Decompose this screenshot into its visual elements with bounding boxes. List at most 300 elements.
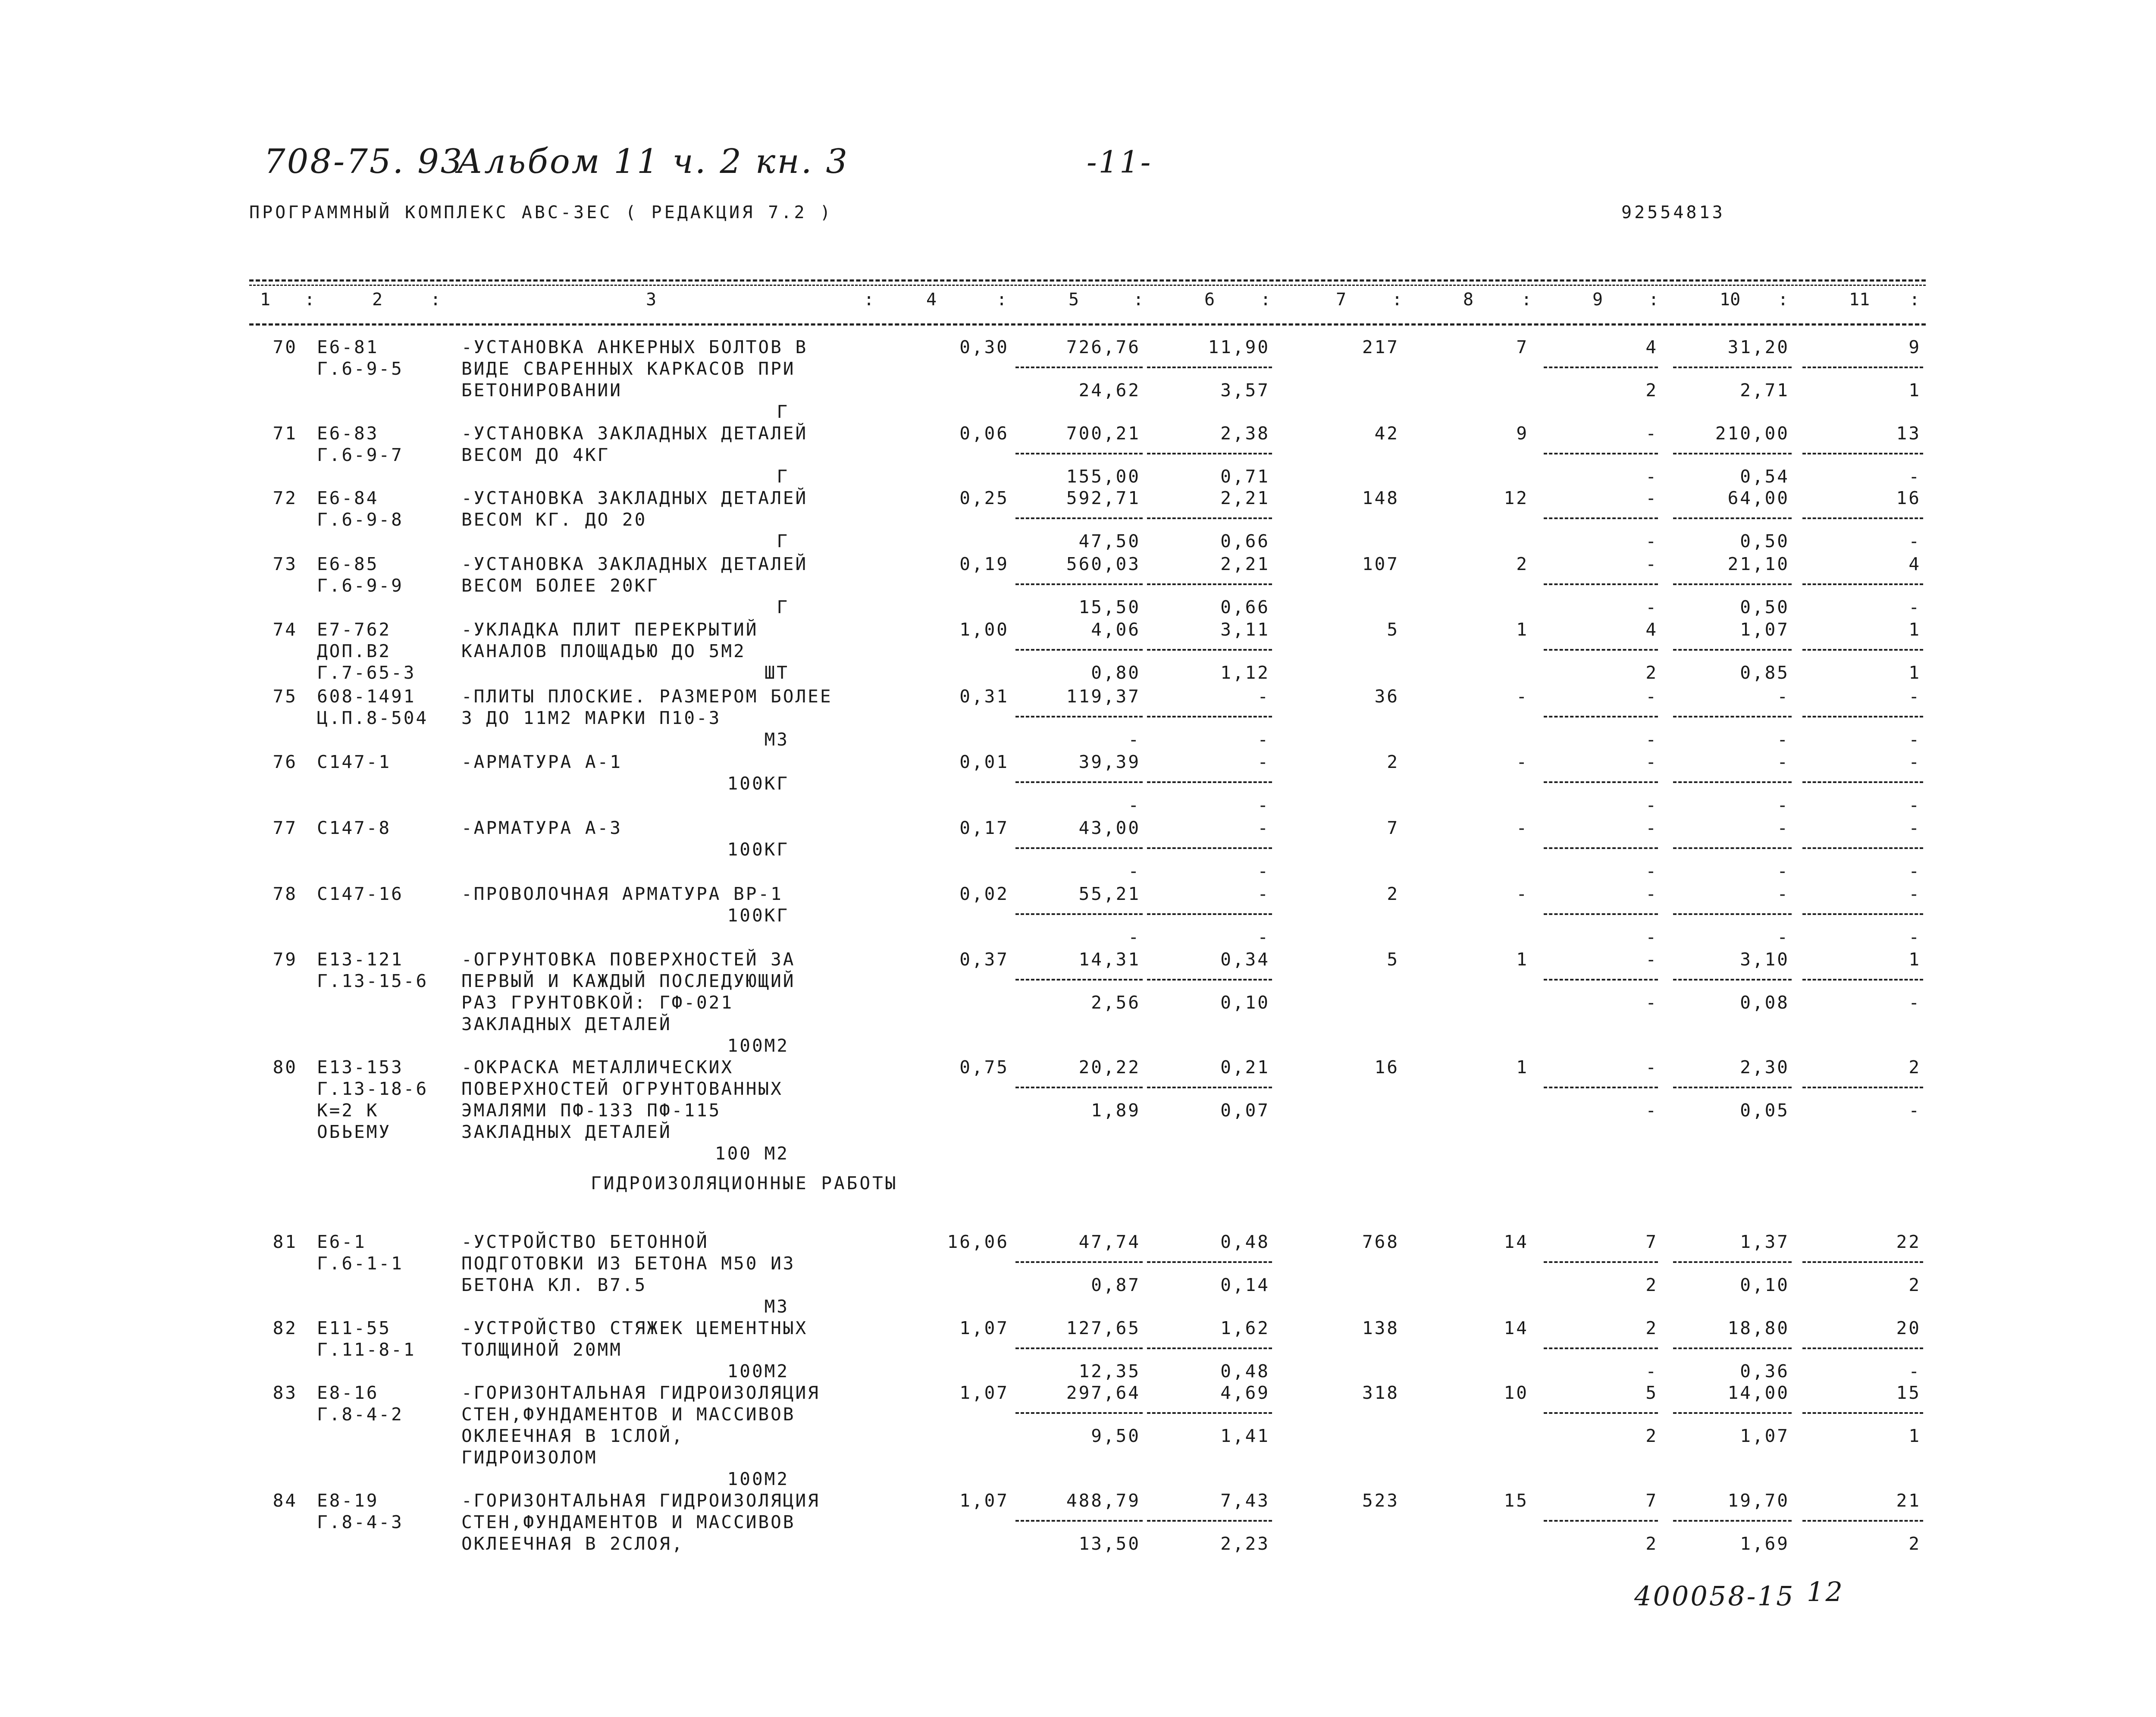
header-rule-sub: [249, 285, 1926, 286]
table-row: [0, 949, 2156, 1056]
col9-sub: -: [1645, 992, 1658, 1013]
unit-of-measure: 100КГ: [727, 905, 789, 926]
col11-value: 16: [1896, 488, 1921, 508]
cell-divider: [1673, 517, 1792, 519]
quantity: 0,06: [959, 423, 1009, 444]
cell-divider: [1673, 367, 1792, 368]
cell-divider: [1673, 1347, 1792, 1349]
col8-value: 2: [1516, 554, 1529, 574]
cell-divider: [1544, 847, 1658, 849]
work-description: ВЕСОМ ДО 4КГ: [461, 445, 610, 465]
cell-divider: [1544, 1261, 1658, 1263]
work-description: КАНАЛОВ ПЛОЩАДЬЮ ДО 5М2: [461, 641, 746, 661]
col5-cost: 297,64: [1066, 1382, 1141, 1403]
col11-value: 9: [1908, 337, 1921, 357]
col11-value: 4: [1908, 554, 1921, 574]
table-row: [0, 751, 2156, 815]
col11-sub: 2: [1908, 1533, 1921, 1554]
col6-cost: -: [1257, 884, 1270, 904]
col5-sub: 24,62: [1078, 380, 1141, 401]
cell-divider: [1544, 1520, 1658, 1522]
col7-value: 148: [1362, 488, 1399, 508]
cell-divider: [1015, 453, 1143, 454]
col11-sub: -: [1908, 927, 1921, 947]
work-description: -УСТАНОВКА ЗАКЛАДНЫХ ДЕТАЛЕЙ: [461, 423, 808, 444]
col10-value: -: [1777, 884, 1789, 904]
col5-sub: 0,87: [1091, 1275, 1141, 1295]
cell-divider: [1015, 1520, 1143, 1522]
work-description: ПОДГОТОВКИ ИЗ БЕТОНА М50 ИЗ: [461, 1253, 796, 1274]
col9-sub: -: [1645, 795, 1658, 815]
col6-sub: 1,41: [1220, 1426, 1270, 1446]
cell-divider: [1802, 1347, 1923, 1349]
cell-divider: [1147, 781, 1272, 783]
resource-code: Е13-121: [317, 949, 404, 970]
cell-divider: [1673, 1520, 1792, 1522]
header-rule-bottom: [249, 323, 1926, 326]
column-number: 1: [260, 290, 271, 310]
col9-sub: -: [1645, 927, 1658, 947]
unit-of-measure: 100 М2: [714, 1143, 789, 1164]
col6-cost: -: [1257, 752, 1270, 772]
work-description: -АРМАТУРА А-3: [461, 818, 622, 838]
cell-divider: [1147, 453, 1272, 454]
column-separator: :: [1909, 290, 1920, 310]
col8-value: 10: [1504, 1382, 1529, 1403]
col6-sub: 0,66: [1220, 597, 1270, 617]
col9-value: -: [1645, 488, 1658, 508]
col11-value: 2: [1908, 1057, 1921, 1078]
column-separator: :: [997, 290, 1007, 310]
col6-sub: 0,71: [1220, 466, 1270, 487]
col8-value: 1: [1516, 949, 1529, 970]
col7-value: 42: [1374, 423, 1399, 444]
cell-divider: [1147, 979, 1272, 981]
cell-divider: [1544, 716, 1658, 718]
resource-code: Г.6-9-9: [317, 575, 404, 596]
col10-value: 64,00: [1727, 488, 1789, 508]
col8-value: 9: [1516, 423, 1529, 444]
unit-of-measure: 100М2: [727, 1035, 789, 1056]
row-number: 79: [273, 949, 298, 970]
resource-code: ДОП.В2: [317, 641, 392, 661]
unit-of-measure: 100КГ: [727, 839, 789, 860]
column-number: 4: [926, 290, 937, 310]
col7-value: 2: [1387, 884, 1399, 904]
table-row: [0, 1490, 2156, 1554]
col5-cost: 488,79: [1066, 1490, 1141, 1511]
col5-cost: 127,65: [1066, 1318, 1141, 1338]
col5-sub: 155,00: [1066, 466, 1141, 487]
cell-divider: [1673, 716, 1792, 718]
column-separator: :: [1133, 290, 1144, 310]
col11-sub: -: [1908, 597, 1921, 617]
col8-value: 15: [1504, 1490, 1529, 1511]
row-number: 70: [273, 337, 298, 357]
cell-divider: [1015, 583, 1143, 585]
cell-divider: [1673, 453, 1792, 454]
col8-value: 14: [1504, 1231, 1529, 1252]
cell-divider: [1802, 517, 1923, 519]
col10-value: 2,30: [1740, 1057, 1789, 1078]
row-number: 76: [273, 752, 298, 772]
resource-code: 608-1491: [317, 686, 416, 707]
col11-sub: -: [1908, 861, 1921, 881]
col7-value: 523: [1362, 1490, 1399, 1511]
cell-divider: [1015, 517, 1143, 519]
table-row: [0, 1231, 2156, 1317]
col10-sub: 0,08: [1740, 992, 1789, 1013]
table-row: [0, 817, 2156, 881]
unit-of-measure: М3: [764, 1296, 789, 1317]
col7-value: 768: [1362, 1231, 1399, 1252]
col9-sub: -: [1645, 861, 1658, 881]
col5-cost: 4,06: [1091, 619, 1141, 640]
resource-code: Е8-16: [317, 1382, 379, 1403]
row-number: 72: [273, 488, 298, 508]
col6-cost: 2,21: [1220, 554, 1270, 574]
col8-value: -: [1516, 752, 1529, 772]
resource-code: Г.6-9-7: [317, 445, 404, 465]
col8-value: -: [1516, 686, 1529, 707]
table-row: [0, 619, 2156, 683]
col9-sub: 2: [1645, 380, 1658, 401]
work-description: -ПРОВОЛОЧНАЯ АРМАТУРА ВР-1: [461, 884, 783, 904]
work-description: ТОЛЩИНОЙ 20ММ: [461, 1339, 622, 1360]
cell-divider: [1147, 1087, 1272, 1088]
work-description: -ПЛИТЫ ПЛОСКИЕ. РАЗМЕРОМ БОЛЕЕ: [461, 686, 833, 707]
column-number: 8: [1463, 290, 1474, 310]
col10-value: 21,10: [1727, 554, 1789, 574]
col10-sub: -: [1777, 927, 1789, 947]
work-description: 3 ДО 11М2 МАРКИ П10-3: [461, 708, 721, 728]
col9-sub: 2: [1645, 1275, 1658, 1295]
col9-sub: -: [1645, 597, 1658, 617]
work-description: ПОВЕРХНОСТЕЙ ОГРУНТОВАННЫХ: [461, 1078, 783, 1099]
header-rule-top: [249, 279, 1926, 282]
col9-value: 7: [1645, 1231, 1658, 1252]
column-separator: :: [1392, 290, 1403, 310]
work-description: -УСТАНОВКА ЗАКЛАДНЫХ ДЕТАЛЕЙ: [461, 488, 808, 508]
cell-divider: [1673, 847, 1792, 849]
cell-divider: [1147, 847, 1272, 849]
cell-divider: [1147, 1412, 1272, 1414]
col7-value: 5: [1387, 619, 1399, 640]
col5-sub: -: [1128, 927, 1141, 947]
work-description: СТЕН,ФУНДАМЕНТОВ И МАССИВОВ: [461, 1404, 796, 1425]
col10-sub: 0,85: [1740, 662, 1789, 683]
column-number: 11: [1849, 290, 1870, 310]
col6-cost: 0,21: [1220, 1057, 1270, 1078]
col11-sub: -: [1908, 1361, 1921, 1382]
column-separator: :: [1260, 290, 1271, 310]
col6-sub: -: [1257, 729, 1270, 750]
col9-value: -: [1645, 686, 1658, 707]
col11-sub: -: [1908, 466, 1921, 487]
col10-sub: 1,69: [1740, 1533, 1789, 1554]
resource-code: Г.6-1-1: [317, 1253, 404, 1274]
row-number: 74: [273, 619, 298, 640]
col9-value: -: [1645, 423, 1658, 444]
col9-value: -: [1645, 752, 1658, 772]
cell-divider: [1673, 979, 1792, 981]
col5-sub: -: [1128, 861, 1141, 881]
col9-sub: 2: [1645, 1533, 1658, 1554]
work-description: -УСТРОЙСТВО СТЯЖЕК ЦЕМЕНТНЫХ: [461, 1318, 808, 1338]
page-marker: -11-: [1087, 144, 1153, 180]
work-description: ЗАКЛАДНЫХ ДЕТАЛЕЙ: [461, 1014, 672, 1034]
work-description: ПЕРВЫЙ И КАЖДЫЙ ПОСЛЕДУЮЩИЙ: [461, 971, 796, 991]
col9-value: -: [1645, 949, 1658, 970]
col5-sub: 13,50: [1078, 1533, 1141, 1554]
col6-sub: 0,14: [1220, 1275, 1270, 1295]
col10-value: 19,70: [1727, 1490, 1789, 1511]
quantity: 0,37: [959, 949, 1009, 970]
quantity: 1,07: [959, 1382, 1009, 1403]
resource-code: Е8-19: [317, 1490, 379, 1511]
row-number: 78: [273, 884, 298, 904]
column-separator: :: [864, 290, 874, 310]
col5-sub: -: [1128, 795, 1141, 815]
work-description: ВЕСОМ КГ. ДО 20: [461, 509, 647, 530]
cell-divider: [1802, 1520, 1923, 1522]
work-description: -УСТАНОВКА ЗАКЛАДНЫХ ДЕТАЛЕЙ: [461, 554, 808, 574]
quantity: 1,07: [959, 1490, 1009, 1511]
col9-sub: -: [1645, 466, 1658, 487]
cell-divider: [1147, 913, 1272, 915]
col6-cost: 7,43: [1220, 1490, 1270, 1511]
cell-divider: [1015, 649, 1143, 651]
unit-of-measure: Г: [777, 597, 789, 617]
unit-of-measure: ШТ: [764, 662, 789, 683]
cell-divider: [1802, 781, 1923, 783]
col11-value: 15: [1896, 1382, 1921, 1403]
col5-cost: 119,37: [1066, 686, 1141, 707]
col8-value: 7: [1516, 337, 1529, 357]
col10-value: 31,20: [1727, 337, 1789, 357]
resource-code: С147-1: [317, 752, 392, 772]
col9-value: 2: [1645, 1318, 1658, 1338]
cell-divider: [1673, 913, 1792, 915]
quantity: 0,31: [959, 686, 1009, 707]
col9-sub: -: [1645, 531, 1658, 551]
col6-cost: 4,69: [1220, 1382, 1270, 1403]
column-separator: :: [1778, 290, 1789, 310]
resource-code: Г.6-9-5: [317, 358, 404, 379]
cell-divider: [1015, 1087, 1143, 1088]
col5-cost: 47,74: [1078, 1231, 1141, 1252]
col8-value: -: [1516, 818, 1529, 838]
table-row: [0, 1056, 2156, 1164]
col11-value: -: [1908, 752, 1921, 772]
col6-cost: -: [1257, 818, 1270, 838]
unit-of-measure: 100КГ: [727, 773, 789, 794]
cell-divider: [1802, 979, 1923, 981]
col7-value: 318: [1362, 1382, 1399, 1403]
column-number: 9: [1592, 290, 1603, 310]
table-row: [0, 487, 2156, 551]
work-description: ВИДЕ СВАРЕННЫХ КАРКАСОВ ПРИ: [461, 358, 796, 379]
table-row: [0, 1317, 2156, 1382]
col6-cost: 2,21: [1220, 488, 1270, 508]
row-number: 75: [273, 686, 298, 707]
column-separator: :: [430, 290, 441, 310]
col11-sub: -: [1908, 531, 1921, 551]
cell-divider: [1544, 1087, 1658, 1088]
cell-divider: [1015, 716, 1143, 718]
work-description: -ГОРИЗОНТАЛЬНАЯ ГИДРОИЗОЛЯЦИЯ: [461, 1490, 820, 1511]
cell-divider: [1147, 367, 1272, 368]
cell-divider: [1147, 517, 1272, 519]
col9-sub: 2: [1645, 662, 1658, 683]
col11-value: 1: [1908, 619, 1921, 640]
row-number: 80: [273, 1057, 298, 1078]
cell-divider: [1802, 453, 1923, 454]
table-row: [0, 883, 2156, 947]
col7-value: 138: [1362, 1318, 1399, 1338]
col6-sub: -: [1257, 795, 1270, 815]
col9-value: 4: [1645, 619, 1658, 640]
column-number: 3: [646, 290, 657, 310]
cell-divider: [1544, 781, 1658, 783]
col6-sub: 0,07: [1220, 1100, 1270, 1121]
col10-value: -: [1777, 686, 1789, 707]
col9-value: -: [1645, 1057, 1658, 1078]
cell-divider: [1673, 781, 1792, 783]
col9-sub: -: [1645, 729, 1658, 750]
resource-code: Е6-85: [317, 554, 379, 574]
resource-code: С147-8: [317, 818, 392, 838]
quantity: 0,25: [959, 488, 1009, 508]
cell-divider: [1802, 649, 1923, 651]
column-number: 2: [372, 290, 383, 310]
cell-divider: [1015, 781, 1143, 783]
cell-divider: [1015, 1261, 1143, 1263]
cell-divider: [1147, 1520, 1272, 1522]
work-description: -УСТРОЙСТВО БЕТОННОЙ: [461, 1231, 709, 1252]
col10-sub: -: [1777, 861, 1789, 881]
cell-divider: [1015, 367, 1143, 368]
col8-value: -: [1516, 884, 1529, 904]
cell-divider: [1802, 847, 1923, 849]
cell-divider: [1802, 1087, 1923, 1088]
col10-sub: 0,10: [1740, 1275, 1789, 1295]
cell-divider: [1544, 367, 1658, 368]
work-description: ЭМАЛЯМИ ПФ-133 ПФ-115: [461, 1100, 721, 1121]
col5-cost: 592,71: [1066, 488, 1141, 508]
handwritten-page: 12: [1807, 1576, 1844, 1607]
col11-value: 13: [1896, 423, 1921, 444]
col6-sub: 0,66: [1220, 531, 1270, 551]
col10-value: -: [1777, 818, 1789, 838]
work-description: -ОГРУНТОВКА ПОВЕРХНОСТЕЙ ЗА: [461, 949, 796, 970]
col5-sub: 1,89: [1091, 1100, 1141, 1121]
cell-divider: [1147, 1347, 1272, 1349]
resource-code: Г.13-18-6: [317, 1078, 429, 1099]
resource-code: Е7-762: [317, 619, 392, 640]
resource-code: К=2 К: [317, 1100, 379, 1121]
col5-sub: 9,50: [1091, 1426, 1141, 1446]
row-number: 83: [273, 1382, 298, 1403]
col10-sub: 1,07: [1740, 1426, 1789, 1446]
cell-divider: [1544, 913, 1658, 915]
work-description: -УСТАНОВКА АНКЕРНЫХ БОЛТОВ В: [461, 337, 808, 357]
quantity: 0,75: [959, 1057, 1009, 1078]
col9-sub: -: [1645, 1361, 1658, 1382]
col11-sub: -: [1908, 795, 1921, 815]
unit-of-measure: Г: [777, 401, 789, 422]
program-line: ПРОГРАММНЫЙ КОМПЛЕКС АВС-ЗЕС ( РЕДАКЦИЯ 7.2 ): [249, 203, 833, 222]
col8-value: 1: [1516, 619, 1529, 640]
quantity: 16,06: [947, 1231, 1009, 1252]
row-number: 73: [273, 554, 298, 574]
quantity: 0,19: [959, 554, 1009, 574]
cell-divider: [1802, 1412, 1923, 1414]
col11-sub: 1: [1908, 662, 1921, 683]
cell-divider: [1544, 583, 1658, 585]
col5-sub: 47,50: [1078, 531, 1141, 551]
col10-value: 210,00: [1715, 423, 1789, 444]
col10-value: 14,00: [1727, 1382, 1789, 1403]
handwritten-album: Альбом 11 ч. 2 кн. 3: [457, 142, 849, 181]
col11-sub: 1: [1908, 1426, 1921, 1446]
col10-sub: 0,50: [1740, 531, 1789, 551]
col6-sub: 2,23: [1220, 1533, 1270, 1554]
col10-sub: 0,50: [1740, 597, 1789, 617]
col10-sub: 2,71: [1740, 380, 1789, 401]
cell-divider: [1673, 1087, 1792, 1088]
col5-cost: 55,21: [1078, 884, 1141, 904]
col6-sub: 0,10: [1220, 992, 1270, 1013]
cell-divider: [1544, 979, 1658, 981]
col11-sub: -: [1908, 729, 1921, 750]
col7-value: 217: [1362, 337, 1399, 357]
row-number: 82: [273, 1318, 298, 1338]
cell-divider: [1544, 453, 1658, 454]
cell-divider: [1015, 913, 1143, 915]
work-description: -ОКРАСКА МЕТАЛЛИЧЕСКИХ: [461, 1057, 734, 1078]
cell-divider: [1015, 1412, 1143, 1414]
column-number: 6: [1204, 290, 1215, 310]
handwritten-code: 708-75. 93: [264, 142, 464, 181]
table-row: [0, 686, 2156, 750]
cell-divider: [1147, 1261, 1272, 1263]
table-row: [0, 423, 2156, 487]
resource-code: Г.6-9-8: [317, 509, 404, 530]
col5-cost: 39,39: [1078, 752, 1141, 772]
col6-sub: 1,12: [1220, 662, 1270, 683]
col7-value: 7: [1387, 818, 1399, 838]
quantity: 0,30: [959, 337, 1009, 357]
col9-value: -: [1645, 818, 1658, 838]
cell-divider: [1673, 1261, 1792, 1263]
col9-value: -: [1645, 554, 1658, 574]
work-description: ГИДРОИЗОЛОМ: [461, 1447, 598, 1468]
col11-sub: 2: [1908, 1275, 1921, 1295]
col10-value: 3,10: [1740, 949, 1789, 970]
resource-code: Г.8-4-3: [317, 1512, 404, 1532]
col5-sub: 2,56: [1091, 992, 1141, 1013]
column-number-header: [249, 290, 1926, 316]
col6-cost: 11,90: [1208, 337, 1270, 357]
col9-value: 5: [1645, 1382, 1658, 1403]
resource-code: ОБЬЕМУ: [317, 1122, 392, 1142]
cell-divider: [1147, 583, 1272, 585]
quantity: 1,07: [959, 1318, 1009, 1338]
col11-sub: -: [1908, 1100, 1921, 1121]
cell-divider: [1802, 913, 1923, 915]
work-description: БЕТОНА КЛ. В7.5: [461, 1275, 647, 1295]
